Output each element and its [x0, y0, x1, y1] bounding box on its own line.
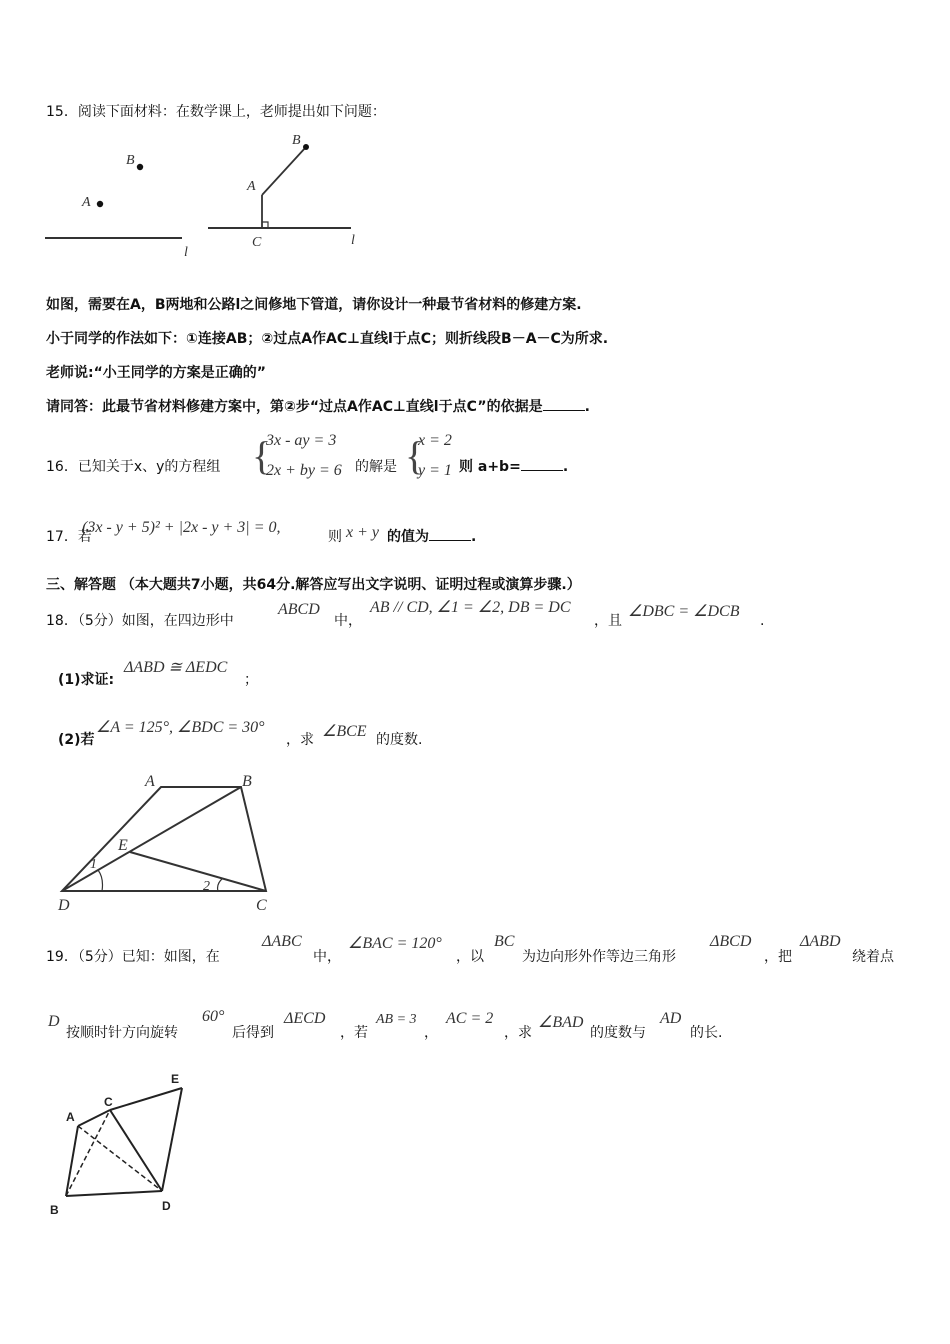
q19-l1-mid2: ，以 — [456, 949, 484, 965]
q19-l1-bc: BC — [494, 933, 515, 950]
q19-l1-tri2: ΔBCD — [710, 933, 752, 950]
label-b: B — [242, 773, 252, 790]
label-c: C — [256, 897, 267, 914]
segment-ed — [162, 1088, 182, 1191]
point-a — [97, 201, 103, 207]
segment-ec — [130, 852, 266, 891]
q16-prefix-text: 16．已知关于x、y的方程组 — [46, 459, 221, 475]
point-b — [137, 164, 143, 170]
q15-line3: 老师说:“小王同学的方案是正确的” — [46, 365, 267, 381]
q19-l2-bad: ∠BAD — [538, 1014, 584, 1031]
q18-cond2: ∠DBC = ∠DCB — [628, 603, 740, 620]
label-a: A — [145, 773, 155, 790]
q16-sol1: x = 2 — [418, 432, 452, 449]
q17-suffix-text: 的值为 — [387, 529, 429, 545]
q19-l2-end: 的长. — [690, 1025, 723, 1041]
q17-end: . — [471, 529, 477, 545]
label-d: D — [58, 897, 70, 914]
q16-eq2: 2x + by = 6 — [266, 462, 342, 479]
answer-blank[interactable] — [429, 528, 471, 541]
q16-prefix — [46, 458, 220, 476]
angle-1-arc — [98, 870, 103, 891]
q17-prefix: 17．若 — [46, 529, 92, 545]
q16-eq1: 3x - ay = 3 — [266, 432, 337, 449]
q18-figure — [48, 766, 288, 916]
q16-mid: 的解是 — [355, 459, 397, 475]
q18-cond: AB // CD, ∠1 = ∠2, DB = DC — [370, 599, 571, 616]
q19-l2-tri: ΔECD — [284, 1010, 326, 1027]
q19-l2-deg: 60° — [202, 1008, 225, 1025]
q19-l2-comma: ， — [424, 1025, 438, 1041]
q18-end: . — [760, 613, 765, 629]
label-e: E — [118, 837, 128, 854]
q19-l1-angle: ∠BAC = 120° — [348, 935, 442, 952]
q17-target: x + y — [346, 524, 379, 541]
q16-suffix-text: 则 a+b= — [459, 459, 521, 475]
label-d: D — [162, 1199, 171, 1213]
q19-figure — [44, 1066, 204, 1226]
q18-p2-target: ∠BCE — [322, 723, 367, 740]
q19-l2-d: D — [48, 1013, 60, 1030]
label-a: A — [247, 179, 256, 194]
q16-end: . — [562, 459, 569, 475]
q19-l1-end: 绕着点 — [852, 949, 894, 965]
label-l: l — [184, 245, 188, 260]
label-b: B — [126, 153, 135, 168]
label-c: C — [252, 235, 262, 250]
q19-l2-mid4: ，求 — [504, 1025, 532, 1041]
q18-p1-label: (1)求证: — [58, 672, 115, 688]
q19-l2-mid5: 的度数与 — [590, 1025, 646, 1041]
label-l: l — [351, 233, 355, 248]
q15-line4-text: 请同答：此最节省材料修建方案中，第②步“过点A作AC⊥直线l于点C”的依据是 — [46, 399, 543, 415]
segment-ce — [110, 1088, 182, 1110]
section-3-heading: 三、解答题 （本大题共7小题，共64分.解答应写出文字说明、证明过程或演算步骤.） — [46, 577, 581, 593]
segment-ab — [262, 147, 306, 195]
q15-figure-left — [40, 140, 200, 265]
q18-mid: 中， — [334, 613, 362, 629]
q18-mid2: ，且 — [594, 613, 622, 629]
q19-l1-tri: ΔABC — [262, 933, 302, 950]
segment-bd — [66, 1191, 162, 1196]
answer-blank[interactable] — [521, 458, 563, 471]
q19-l1-mid3: 为边向形外作等边三角形 — [522, 949, 676, 965]
q19-l1-mid4: ，把 — [764, 949, 792, 965]
q19-l2-ac: AC = 2 — [446, 1010, 494, 1027]
q16-suffix — [459, 458, 568, 476]
label-angle-1: 1 — [90, 857, 97, 872]
q18-quad: ABCD — [278, 601, 320, 618]
label-a: A — [66, 1110, 75, 1124]
q15-prompt: 15．阅读下面材料：在数学课上，老师提出如下问题： — [46, 104, 386, 120]
q15-line1: 如图，需要在A，B两地和公路l之间修地下管道，请你设计一种最节省材料的修建方案. — [46, 297, 582, 313]
q18-p2-mid: ，求 — [286, 732, 314, 748]
segment-ad — [78, 1126, 162, 1191]
quadrilateral-abcd — [62, 787, 266, 891]
label-angle-2: 2 — [203, 879, 210, 894]
label-b: B — [50, 1203, 59, 1217]
label-c: C — [104, 1095, 113, 1109]
segment-ac — [78, 1110, 110, 1126]
label-e: E — [171, 1072, 180, 1086]
q19-l2-mid2: 后得到 — [232, 1025, 274, 1041]
q18-prefix: 18．（5分）如图，在四边形中 — [46, 613, 234, 629]
label-b: B — [292, 133, 301, 148]
q15-line4-end: . — [584, 399, 590, 415]
q18-p2-end: 的度数. — [376, 732, 423, 748]
label-a: A — [82, 195, 91, 210]
q19-l2-mid3: ，若 — [340, 1025, 368, 1041]
q18-p2-label: (2)若 — [58, 732, 95, 748]
answer-blank[interactable] — [543, 398, 585, 411]
point-b — [303, 144, 309, 150]
q17-suffix — [387, 528, 476, 546]
q19-l1-prefix: 19．（5分）已知：如图，在 — [46, 949, 220, 965]
q17-expr: (3x - y + 5)² + |2x - y + 3| = 0, — [82, 519, 281, 536]
q16-brace-right: { — [405, 433, 425, 478]
q18-p1-end: ； — [244, 672, 258, 688]
q15-line4 — [46, 398, 590, 416]
q16-sol2: y = 1 — [418, 462, 452, 479]
q19-l2-mid: 按顺时针方向旋转 — [66, 1025, 178, 1041]
segment-cd — [110, 1110, 162, 1191]
q18-p2-expr: ∠A = 125°, ∠BDC = 30° — [96, 719, 265, 736]
q15-line2: 小于同学的作法如下：①连接AB；②过点A作AC⊥直线l于点C；则折线段B－A－C为所求. — [46, 331, 609, 347]
q19-l2-ad: AD — [660, 1010, 682, 1027]
q15-figure-right — [205, 125, 375, 255]
q19-l2-ab: AB = 3 — [376, 1012, 417, 1027]
q17-mid: 则 — [328, 529, 342, 545]
q16-brace-left: { — [252, 433, 272, 478]
angle-2-arc — [218, 878, 223, 891]
q18-p1-expr: ΔABD ≅ ΔEDC — [124, 659, 228, 676]
q19-l1-tri3: ΔABD — [800, 933, 841, 950]
q19-l1-mid: 中， — [313, 949, 341, 965]
